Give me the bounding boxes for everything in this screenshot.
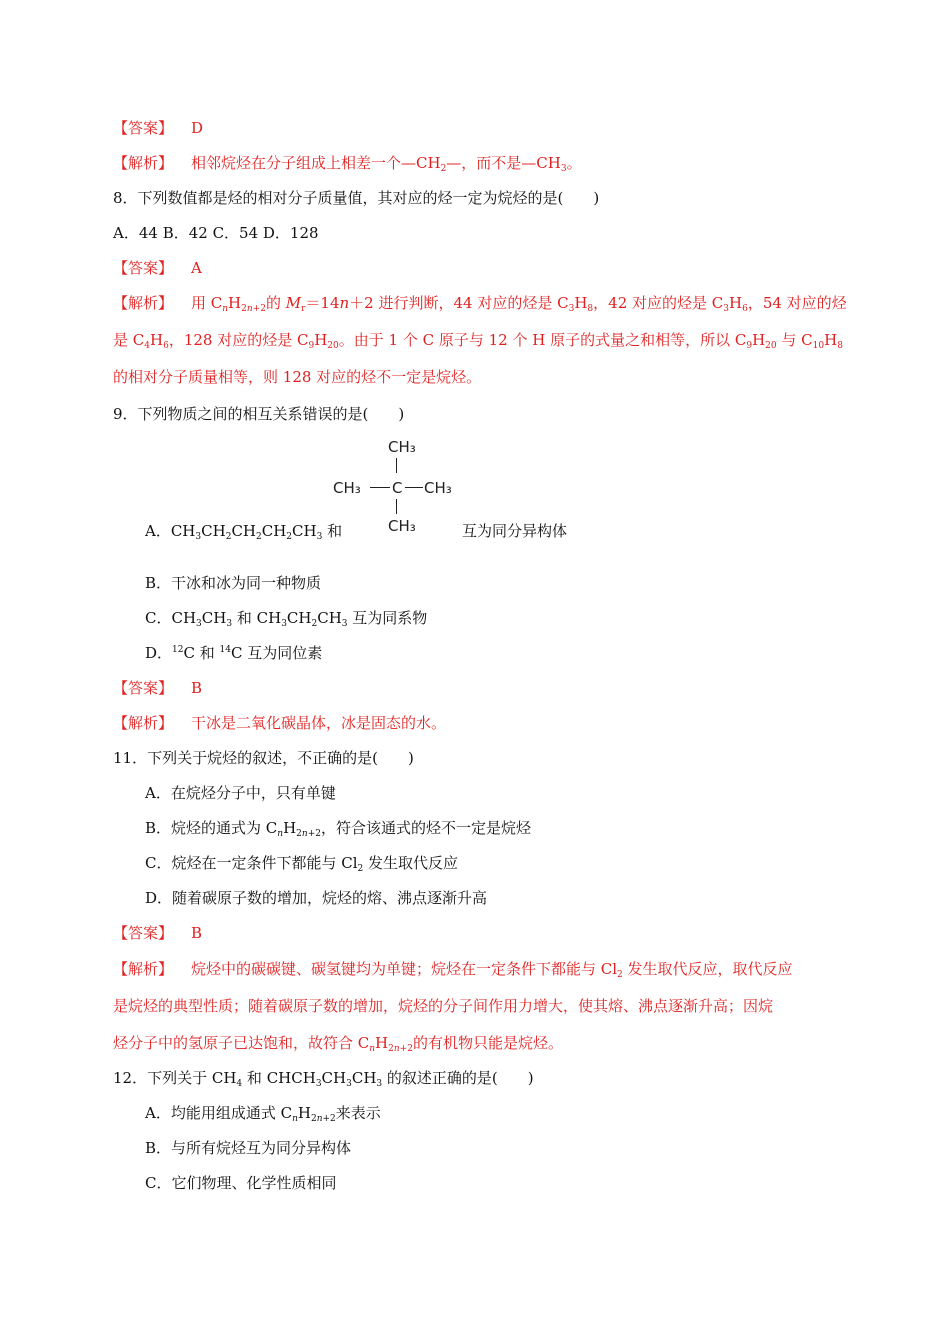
subscript: 4 xyxy=(144,341,150,351)
analysis-text: H xyxy=(228,294,242,312)
q7-analysis xyxy=(113,153,582,173)
q11-option-d: D．随着碳原子数的增加，烷烃的熔、沸点逐渐升高 xyxy=(145,889,488,907)
structural-formula xyxy=(330,438,470,538)
analysis-text: 是 C xyxy=(113,331,145,349)
analysis-text: 用 C xyxy=(191,294,223,312)
option-text: D． xyxy=(145,644,173,662)
q8-analysis-line2 xyxy=(113,330,843,350)
analysis-tag: 【解析】 xyxy=(113,154,174,172)
option-text: B．烷烃的通式为 C xyxy=(145,819,278,837)
stem-text: CH xyxy=(351,1069,377,1087)
formula-right: CH₃ xyxy=(424,479,452,497)
subscript: 2 xyxy=(617,970,623,980)
analysis-text: H xyxy=(314,331,328,349)
bond-bottom xyxy=(396,499,397,514)
q11-analysis-line2: 是烷烃的典型性质；随着碳原子数的增加，烷烃的分子间作用力增大，使其熔、沸点逐渐升高；因烷 xyxy=(113,997,774,1015)
stem-text: CH xyxy=(321,1069,347,1087)
answer-tag: 【答案】 xyxy=(113,259,174,277)
q11-analysis-line1 xyxy=(113,959,793,979)
answer-tag: 【答案】 xyxy=(113,924,174,942)
subscript: 20 xyxy=(327,341,339,351)
bond-right xyxy=(405,487,423,488)
analysis-text: ，128 对应的烃是 C xyxy=(168,331,309,349)
option-text: C．CH xyxy=(145,609,197,627)
subscript: 2 xyxy=(286,532,293,542)
q11-option-a: A．在烷烃分子中，只有单键 xyxy=(145,784,336,802)
option-text: C．烷烃在一定条件下都能与 Cl xyxy=(145,854,358,872)
subscript: 3 xyxy=(568,304,575,314)
analysis-text: 烃分子中的氢原子已达饱和，故符合 C xyxy=(113,1034,370,1052)
analysis-text: ＝14 xyxy=(305,294,340,312)
subscript: 3 xyxy=(346,1079,352,1089)
q7-answer xyxy=(113,118,203,138)
subscript: n xyxy=(222,304,229,314)
superscript: 14 xyxy=(219,645,231,655)
subscript: 4 xyxy=(236,1079,243,1089)
subscript: 2n+2 xyxy=(310,1114,336,1124)
subscript: 3 xyxy=(723,304,729,314)
answer-value: A xyxy=(191,259,202,277)
q12-option-a xyxy=(145,1103,381,1123)
subscript: 3 xyxy=(315,1079,322,1089)
subscript: 3 xyxy=(341,619,348,629)
subscript: r xyxy=(301,304,306,314)
option-text: CH xyxy=(231,522,256,540)
subscript: 2n+2 xyxy=(388,1044,413,1054)
stem-text: 12．下列关于 CH xyxy=(113,1069,237,1087)
subscript: 3 xyxy=(196,619,202,629)
q8-stem: 8．下列数值都是烃的相对分子质量值，其对应的烃一定为烷烃的是( ) xyxy=(113,189,600,207)
option-text: ，符合该通式的烃不一定是烷烃 xyxy=(320,819,531,837)
analysis-tag: 【解析】 xyxy=(113,714,174,732)
analysis-text: M xyxy=(285,294,302,312)
subscript: 2n+2 xyxy=(296,829,321,839)
answer-value: D xyxy=(191,119,204,137)
analysis-text: 发生取代反应，取代反应 xyxy=(622,960,793,978)
subscript: 3 xyxy=(281,619,287,629)
option-text: A．CH xyxy=(145,522,196,540)
q9-option-c xyxy=(145,608,427,628)
analysis-tag: 【解析】 xyxy=(113,960,174,978)
option-text: CH xyxy=(201,609,227,627)
subscript: 3 xyxy=(226,619,233,629)
option-text: 来表示 xyxy=(335,1104,381,1122)
q8-analysis-line1 xyxy=(113,293,847,313)
analysis-text: 干冰是二氧化碳晶体，冰是固态的水。 xyxy=(191,714,447,732)
subscript: 6 xyxy=(163,341,169,351)
analysis-text: ＋2 进行判断，44 对应的烃是 C xyxy=(349,294,569,312)
q9-analysis xyxy=(113,713,446,733)
bond-left xyxy=(370,487,390,488)
subscript: 3 xyxy=(376,1079,383,1089)
superscript: 12 xyxy=(172,645,184,655)
stem-text: 的叙述正确的是( ) xyxy=(382,1069,534,1087)
answer-value: B xyxy=(191,679,203,697)
subscript: 2 xyxy=(225,532,232,542)
analysis-text: H xyxy=(729,294,743,312)
answer-tag: 【答案】 xyxy=(113,119,174,137)
subscript: n xyxy=(292,1114,298,1124)
answer-value: B xyxy=(191,924,203,942)
subscript: 3 xyxy=(560,164,567,174)
q11-stem: 11．下列关于烷烃的叙述，不正确的是( ) xyxy=(113,749,414,767)
subscript: 9 xyxy=(746,341,753,351)
subscript: 9 xyxy=(308,341,315,351)
subscript: 6 xyxy=(742,304,748,314)
q9-option-b: B．干冰和冰为同一种物质 xyxy=(145,574,322,592)
q12-stem xyxy=(113,1068,534,1088)
q9-option-a-tail: 互为同分异构体 xyxy=(462,522,568,540)
analysis-text: 与 C xyxy=(776,331,813,349)
analysis-text: 的 xyxy=(265,294,286,312)
analysis-text: 相邻烷烃在分子组成上相差一个—CH xyxy=(191,154,441,172)
q11-option-c xyxy=(145,853,458,873)
subscript: 2n+2 xyxy=(241,304,266,314)
stem-text: 和 CHCH xyxy=(242,1069,316,1087)
analysis-text: H xyxy=(375,1034,389,1052)
subscript: 8 xyxy=(587,304,594,314)
option-text: 发生取代反应 xyxy=(363,854,459,872)
option-text: 互为同系物 xyxy=(347,609,428,627)
subscript: 2 xyxy=(440,164,447,174)
analysis-text: n xyxy=(339,294,350,312)
analysis-text: ，42 对应的烃是 C xyxy=(593,294,724,312)
subscript: 20 xyxy=(765,341,777,351)
option-text: CH xyxy=(201,522,226,540)
q11-analysis-line3 xyxy=(113,1033,563,1053)
option-text: C 和 xyxy=(183,644,220,662)
analysis-text: 的有机物只能是烷烃。 xyxy=(412,1034,563,1052)
option-text: H xyxy=(283,819,297,837)
option-text: CH xyxy=(286,609,312,627)
q9-option-a xyxy=(145,521,342,541)
option-text: H xyxy=(297,1104,311,1122)
analysis-text: 。 xyxy=(566,154,582,172)
formula-bottom: CH₃ xyxy=(388,517,416,535)
analysis-text: —，而不是—CH xyxy=(446,154,561,172)
q8-answer xyxy=(113,258,202,278)
subscript: 10 xyxy=(812,341,825,351)
q12-option-c: C．它们物理、化学性质相同 xyxy=(145,1174,337,1192)
analysis-text: ，54 对应的烃 xyxy=(747,294,847,312)
q11-option-b xyxy=(145,818,531,838)
q8-options: A．44 B．42 C．54 D．128 xyxy=(113,224,319,242)
subscript: 2 xyxy=(256,532,262,542)
analysis-text: 。由于 1 个 C 原子与 12 个 H 原子的式量之和相等，所以 C xyxy=(338,331,747,349)
subscript: n xyxy=(277,829,284,839)
q9-stem: 9．下列物质之间的相互关系错误的是( ) xyxy=(113,405,405,423)
option-text: A．均能用组成通式 C xyxy=(145,1104,293,1122)
q9-option-d xyxy=(145,643,322,663)
option-text: CH xyxy=(292,522,317,540)
subscript: 3 xyxy=(316,532,323,542)
formula-left: CH₃ xyxy=(333,479,361,497)
option-text: C 互为同位素 xyxy=(230,644,323,662)
subscript: 2 xyxy=(311,619,318,629)
subscript: 8 xyxy=(837,341,843,351)
option-text: 和 CH xyxy=(232,609,282,627)
analysis-text: H xyxy=(752,331,766,349)
q12-option-b: B．与所有烷烃互为同分异构体 xyxy=(145,1139,352,1157)
analysis-text: 烷烃中的碳碳键、碳氢键均为单键；烷烃在一定条件下都能与 Cl xyxy=(191,960,618,978)
subscript: 2 xyxy=(357,864,364,874)
option-text: CH xyxy=(261,522,287,540)
analysis-text: H xyxy=(574,294,588,312)
analysis-text: H xyxy=(824,331,838,349)
option-text: 和 xyxy=(322,522,343,540)
subscript: 3 xyxy=(195,532,202,542)
subscript: n xyxy=(369,1044,376,1054)
formula-top: CH₃ xyxy=(388,438,416,456)
bond-top xyxy=(396,458,397,473)
q9-answer xyxy=(113,678,202,698)
analysis-tag: 【解析】 xyxy=(113,294,174,312)
q8-analysis-line3: 的相对分子质量相等，则 128 对应的烃不一定是烷烃。 xyxy=(113,368,482,386)
answer-tag: 【答案】 xyxy=(113,679,174,697)
analysis-text: H xyxy=(149,331,164,349)
option-text: CH xyxy=(317,609,342,627)
formula-center: C xyxy=(392,479,403,497)
q11-answer xyxy=(113,923,202,943)
